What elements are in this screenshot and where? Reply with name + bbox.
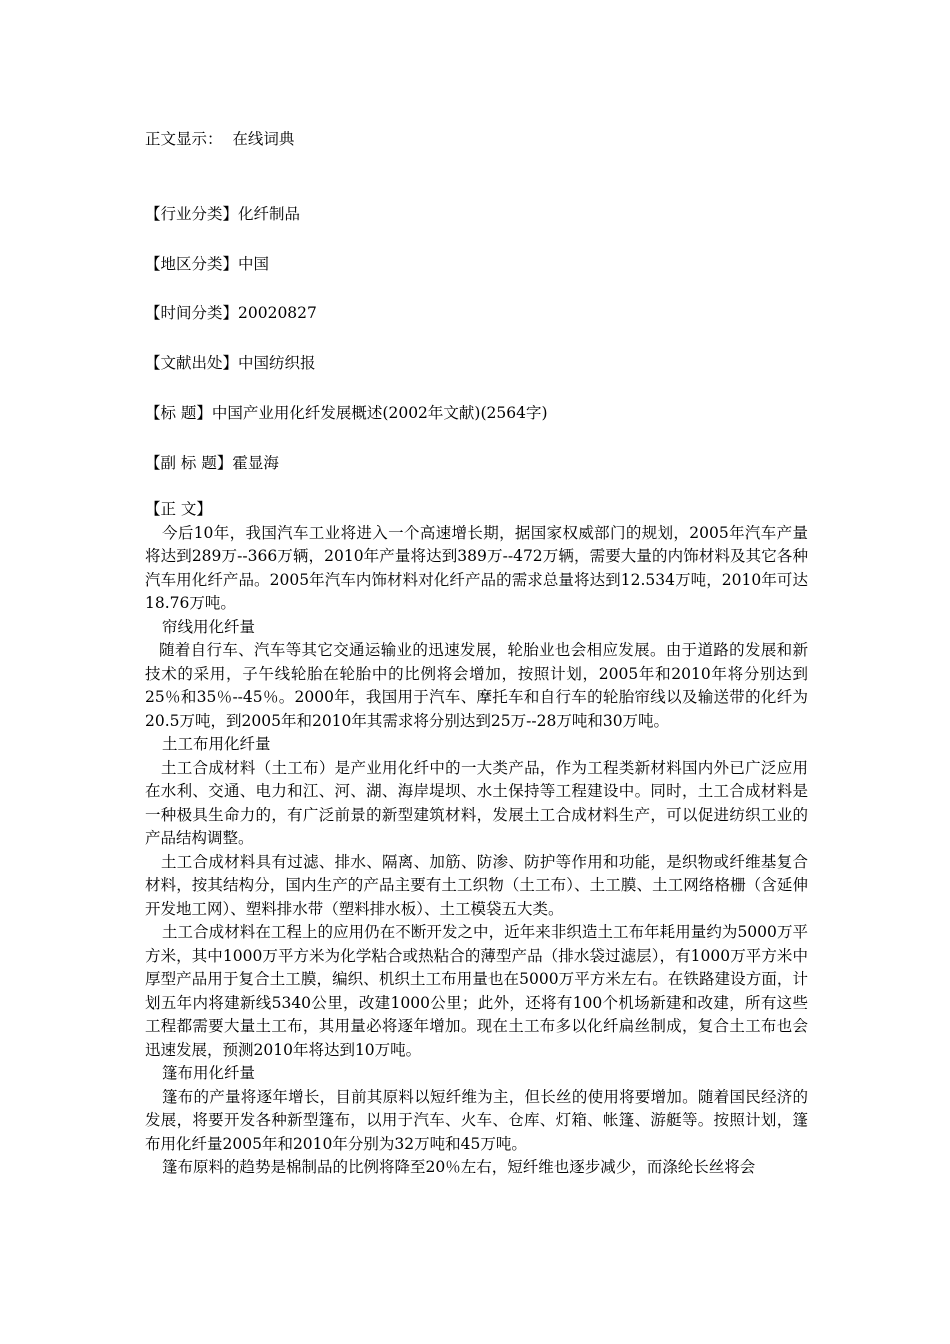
section-heading-cord: 帘线用化纤量 [162,617,256,636]
meta-subtitle: 【副 标 题】霍显海 [145,454,279,472]
header-line [145,127,294,149]
paragraph-geotextile-function: 土工合成材料具有过滤、排水、隔离、加筋、防渗、防护等作用和功能，是织物或纤维基复合材料，按其结构分，国内生产的产品主要有土工织物（土工布）、土工膜、土工网络格栅（含延伸开发地工网）、塑料排水带（塑料排水板）、土工模袋五大类。 [145,852,808,918]
section-heading-geotextile: 土工布用化纤量 [162,735,271,753]
meta-title: 【标 题】中国产业用化纤发展概述(2002年文献)(2564字) [145,404,548,422]
paragraph-geotextile-intro: 土工合成材料（土工布）是产业用化纤中的一大类产品，作为工程类新材料国内外已广泛应用在水利、交通、电力和江、河、湖、海岸堤坝、水土保持等工程建设中。同时，土工合成材料是一种极具生命力的，有广泛前景的新型建筑材料，发展土工合成材料生产，可以促进纺织工业的产品结构调整。 [145,758,808,847]
meta-region: 【地区分类】中国 [145,255,270,273]
paragraph-tarpaulin-materials: 篷布原料的趋势是棉制品的比例将降至20％左右，短纤维也逐步减少，而涤纶长丝将会 [162,1158,756,1176]
section-heading-tarpaulin: 篷布用化纤量 [162,1064,256,1082]
paragraph-tarpaulin-growth: 篷布的产量将逐年增长，目前其原料以短纤维为主，但长丝的使用将要增加。随着国民经济的发展，将要开发各种新型篷布，以用于汽车、火车、仓库、灯箱、帐篷、游艇等。按照计划，篷布用化纤量2005年和2010年分别为32万吨和45万吨。 [145,1087,808,1153]
meta-industry: 【行业分类】化纤制品 [145,205,301,223]
online-dictionary-link[interactable]: 在线词典 [232,130,295,148]
meta-source: 【文献出处】中国纺织报 [145,354,316,372]
meta-time: 【时间分类】20020827 [145,304,317,322]
paragraph-cord: 随着自行车、汽车等其它交通运输业的迅速发展，轮胎业也会相应发展。由于道路的发展和新技术的采用，子午线轮胎在轮胎中的比例将会增加，按照计划，2005年和2010年将分别达到25％和35％--45％。2000年，我国用于汽车、摩托车和自行车的轮胎帘线以及输送带的化纤为20.5万吨，到2005年和2010年其需求将分别达到25万--28万吨和30万吨。 [145,641,808,730]
header-label: 正文显示： [145,130,223,148]
body-label: 【正 文】 [145,500,212,518]
article-body [145,498,808,1180]
paragraph-geotextile-usage: 土工合成材料在工程上的应用仍在不断开发之中，近年来非织造土工布年耗用量约为5000万平方米，其中1000万平方米为化学粘合或热粘合的薄型产品（排水袋过滤层），有1000万平方米中厚型产品用于复合土工膜，编织、机织土工布用量也在5000万平方米左右。在铁路建设方面，计划五年内将建新线5340公里，改建1000公里；此外，还将有100个机场新建和改建，所有这些工程都需要大量土工布，其用量必将逐年增加。现在土工布多以化纤扁丝制成，复合土工布也会迅速发展，预测2010年将达到10万吨。 [145,923,808,1059]
paragraph-auto-industry: 今后10年，我国汽车工业将进入一个高速增长期，据国家权威部门的规划，2005年汽车产量将达到289万--366万辆，2010年产量将达到389万--472万辆，需要大量的内饰材料及其它各种汽车用化纤产品。2005年汽车内饰材料对化纤产品的需求总量将达到12.534万吨，2010年可达18.76万吨。 [145,523,808,612]
